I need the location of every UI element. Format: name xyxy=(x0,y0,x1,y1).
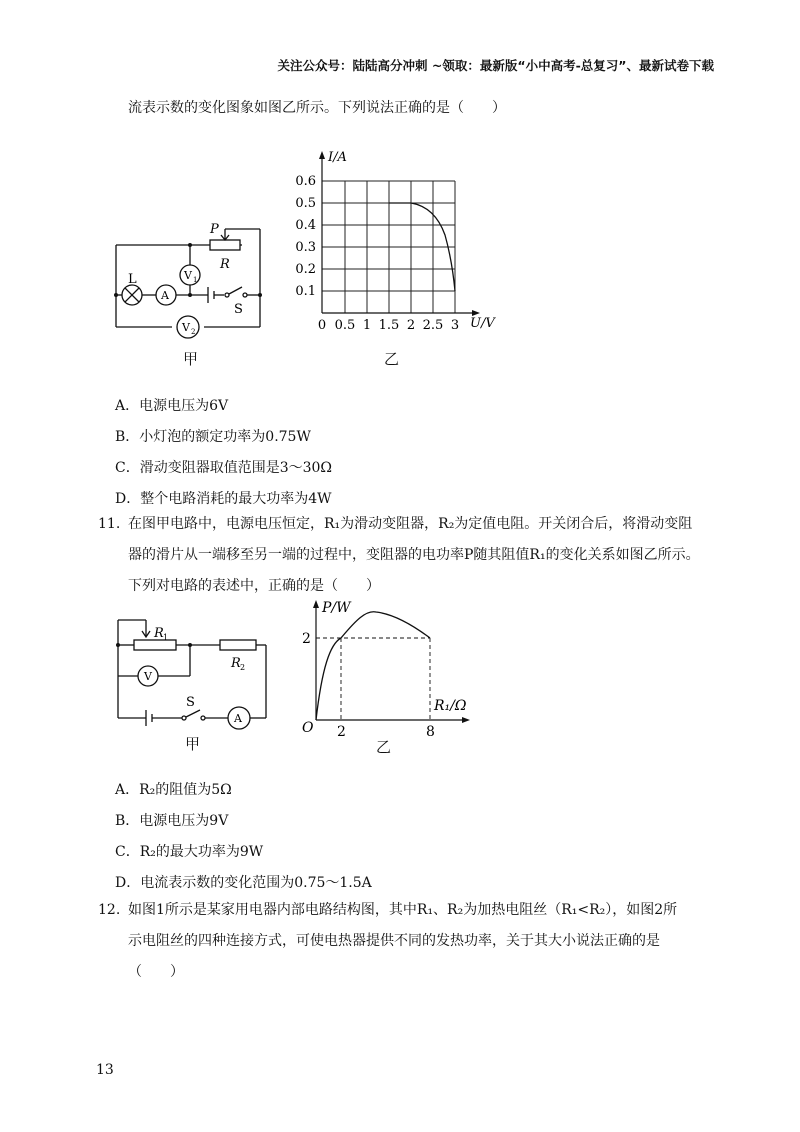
q11-voltmeter-label: V xyxy=(144,670,152,683)
q11-circuit-diagram xyxy=(108,612,278,732)
q11-line-2: 器的滑片从一端移至另一端的过程中，变阻器的电功率P随其阻值R₁的变化关系如图乙所示。 xyxy=(128,547,700,563)
x-tick: 1.5 xyxy=(378,318,400,333)
q10-circuit-caption: 甲 xyxy=(183,350,199,368)
y-tick: 0.1 xyxy=(295,284,316,299)
q12-number: 12. xyxy=(98,902,121,918)
q11-line-1: 在图甲电路中，电源电压恒定，R₁为滑动变阻器，R₂为定值电阻。开关闭合后，将滑动变阻 xyxy=(128,516,693,532)
q12-line-1: 如图1所示是某家用电器内部电路结构图，其中R₁、R₂为加热电阻丝（R₁<R₂），如图2所 xyxy=(128,902,678,918)
q11-graph-x-mark-1: 2 xyxy=(337,724,346,740)
q11-number: 11. xyxy=(98,516,121,532)
r1-label: R xyxy=(154,626,164,641)
y-tick: 0.3 xyxy=(295,240,316,255)
q10-graph-caption: 乙 xyxy=(384,350,400,368)
y-tick: 0.2 xyxy=(295,262,316,277)
y-tick: 0.4 xyxy=(295,218,316,233)
q11-option-c[interactable]: C．R₂的最大功率为9W xyxy=(115,844,264,860)
r1-sub: 1 xyxy=(163,633,169,642)
q11-graph-caption: 乙 xyxy=(376,738,392,756)
x-tick: 2.5 xyxy=(422,318,444,333)
voltmeter1-label: V xyxy=(184,269,192,282)
switch-label-s: S xyxy=(234,302,243,317)
q11-pr-graph xyxy=(296,598,481,740)
resistor-label-r: R xyxy=(220,257,230,272)
q11-graph-y-mark: 2 xyxy=(302,631,311,647)
y-tick: 0.5 xyxy=(295,196,316,211)
q10-graph-ylabel: I/A xyxy=(328,150,347,165)
q11-circuit-caption: 甲 xyxy=(185,735,201,753)
voltmeter1-sub: 1 xyxy=(193,276,198,284)
x-tick: 0 xyxy=(317,318,327,333)
lamp-label-l: L xyxy=(128,272,137,287)
q11-option-d[interactable]: D．电流表示数的变化范围为0.75～1.5A xyxy=(115,875,372,891)
slider-label-p: P xyxy=(210,222,219,237)
q12-line-2: 示电阻丝的四种连接方式，可使电热器提供不同的发热功率，关于其大小说法正确的是 xyxy=(128,933,660,949)
voltmeter2-sub: 2 xyxy=(191,328,196,336)
page-number: 13 xyxy=(96,1062,114,1078)
q10-intro-tail: 流表示数的变化图象如图乙所示。下列说法正确的是（ ） xyxy=(128,100,506,116)
q10-iu-graph xyxy=(290,145,505,340)
q11-graph-ylabel: P/W xyxy=(322,600,351,616)
q11-switch-label: S xyxy=(186,695,195,710)
q12-line-3: （ ） xyxy=(128,964,184,980)
x-tick: 2 xyxy=(406,318,416,333)
q11-graph-xlabel: R₁/Ω xyxy=(434,698,467,714)
r2-sub: 2 xyxy=(240,663,246,672)
q10-option-d[interactable]: D．整个电路消耗的最大功率为4W xyxy=(115,491,332,507)
q10-option-a[interactable]: A．电源电压为6V xyxy=(115,398,229,414)
q10-option-b[interactable]: B．小灯泡的额定功率为0.75W xyxy=(115,429,311,445)
q11-graph-x-mark-2: 8 xyxy=(426,724,435,740)
q10-option-c[interactable]: C．滑动变阻器取值范围是3～30Ω xyxy=(115,460,333,476)
y-tick: 0.6 xyxy=(295,174,316,189)
q11-ammeter-label: A xyxy=(234,712,242,725)
ammeter-label: A xyxy=(161,289,169,302)
q11-option-b[interactable]: B．电源电压为9V xyxy=(115,813,229,829)
x-tick: 1 xyxy=(362,318,372,333)
x-tick: 0.5 xyxy=(334,318,356,333)
page-header: 关注公众号：陆陆高分冲刺 ~领取：最新版“小中高考-总复习”、最新试卷下载 xyxy=(277,58,714,73)
r2-label: R xyxy=(231,656,241,671)
q11-option-a[interactable]: A．R₂的阻值为5Ω xyxy=(115,782,232,798)
x-tick: 3 xyxy=(450,318,460,333)
q10-circuit-diagram xyxy=(100,215,275,345)
q11-graph-origin: O xyxy=(302,720,314,736)
voltmeter2-label: V xyxy=(182,321,190,334)
q11-line-3: 下列对电路的表述中，正确的是（ ） xyxy=(128,578,380,594)
q10-graph-xlabel: U/V xyxy=(470,316,495,331)
